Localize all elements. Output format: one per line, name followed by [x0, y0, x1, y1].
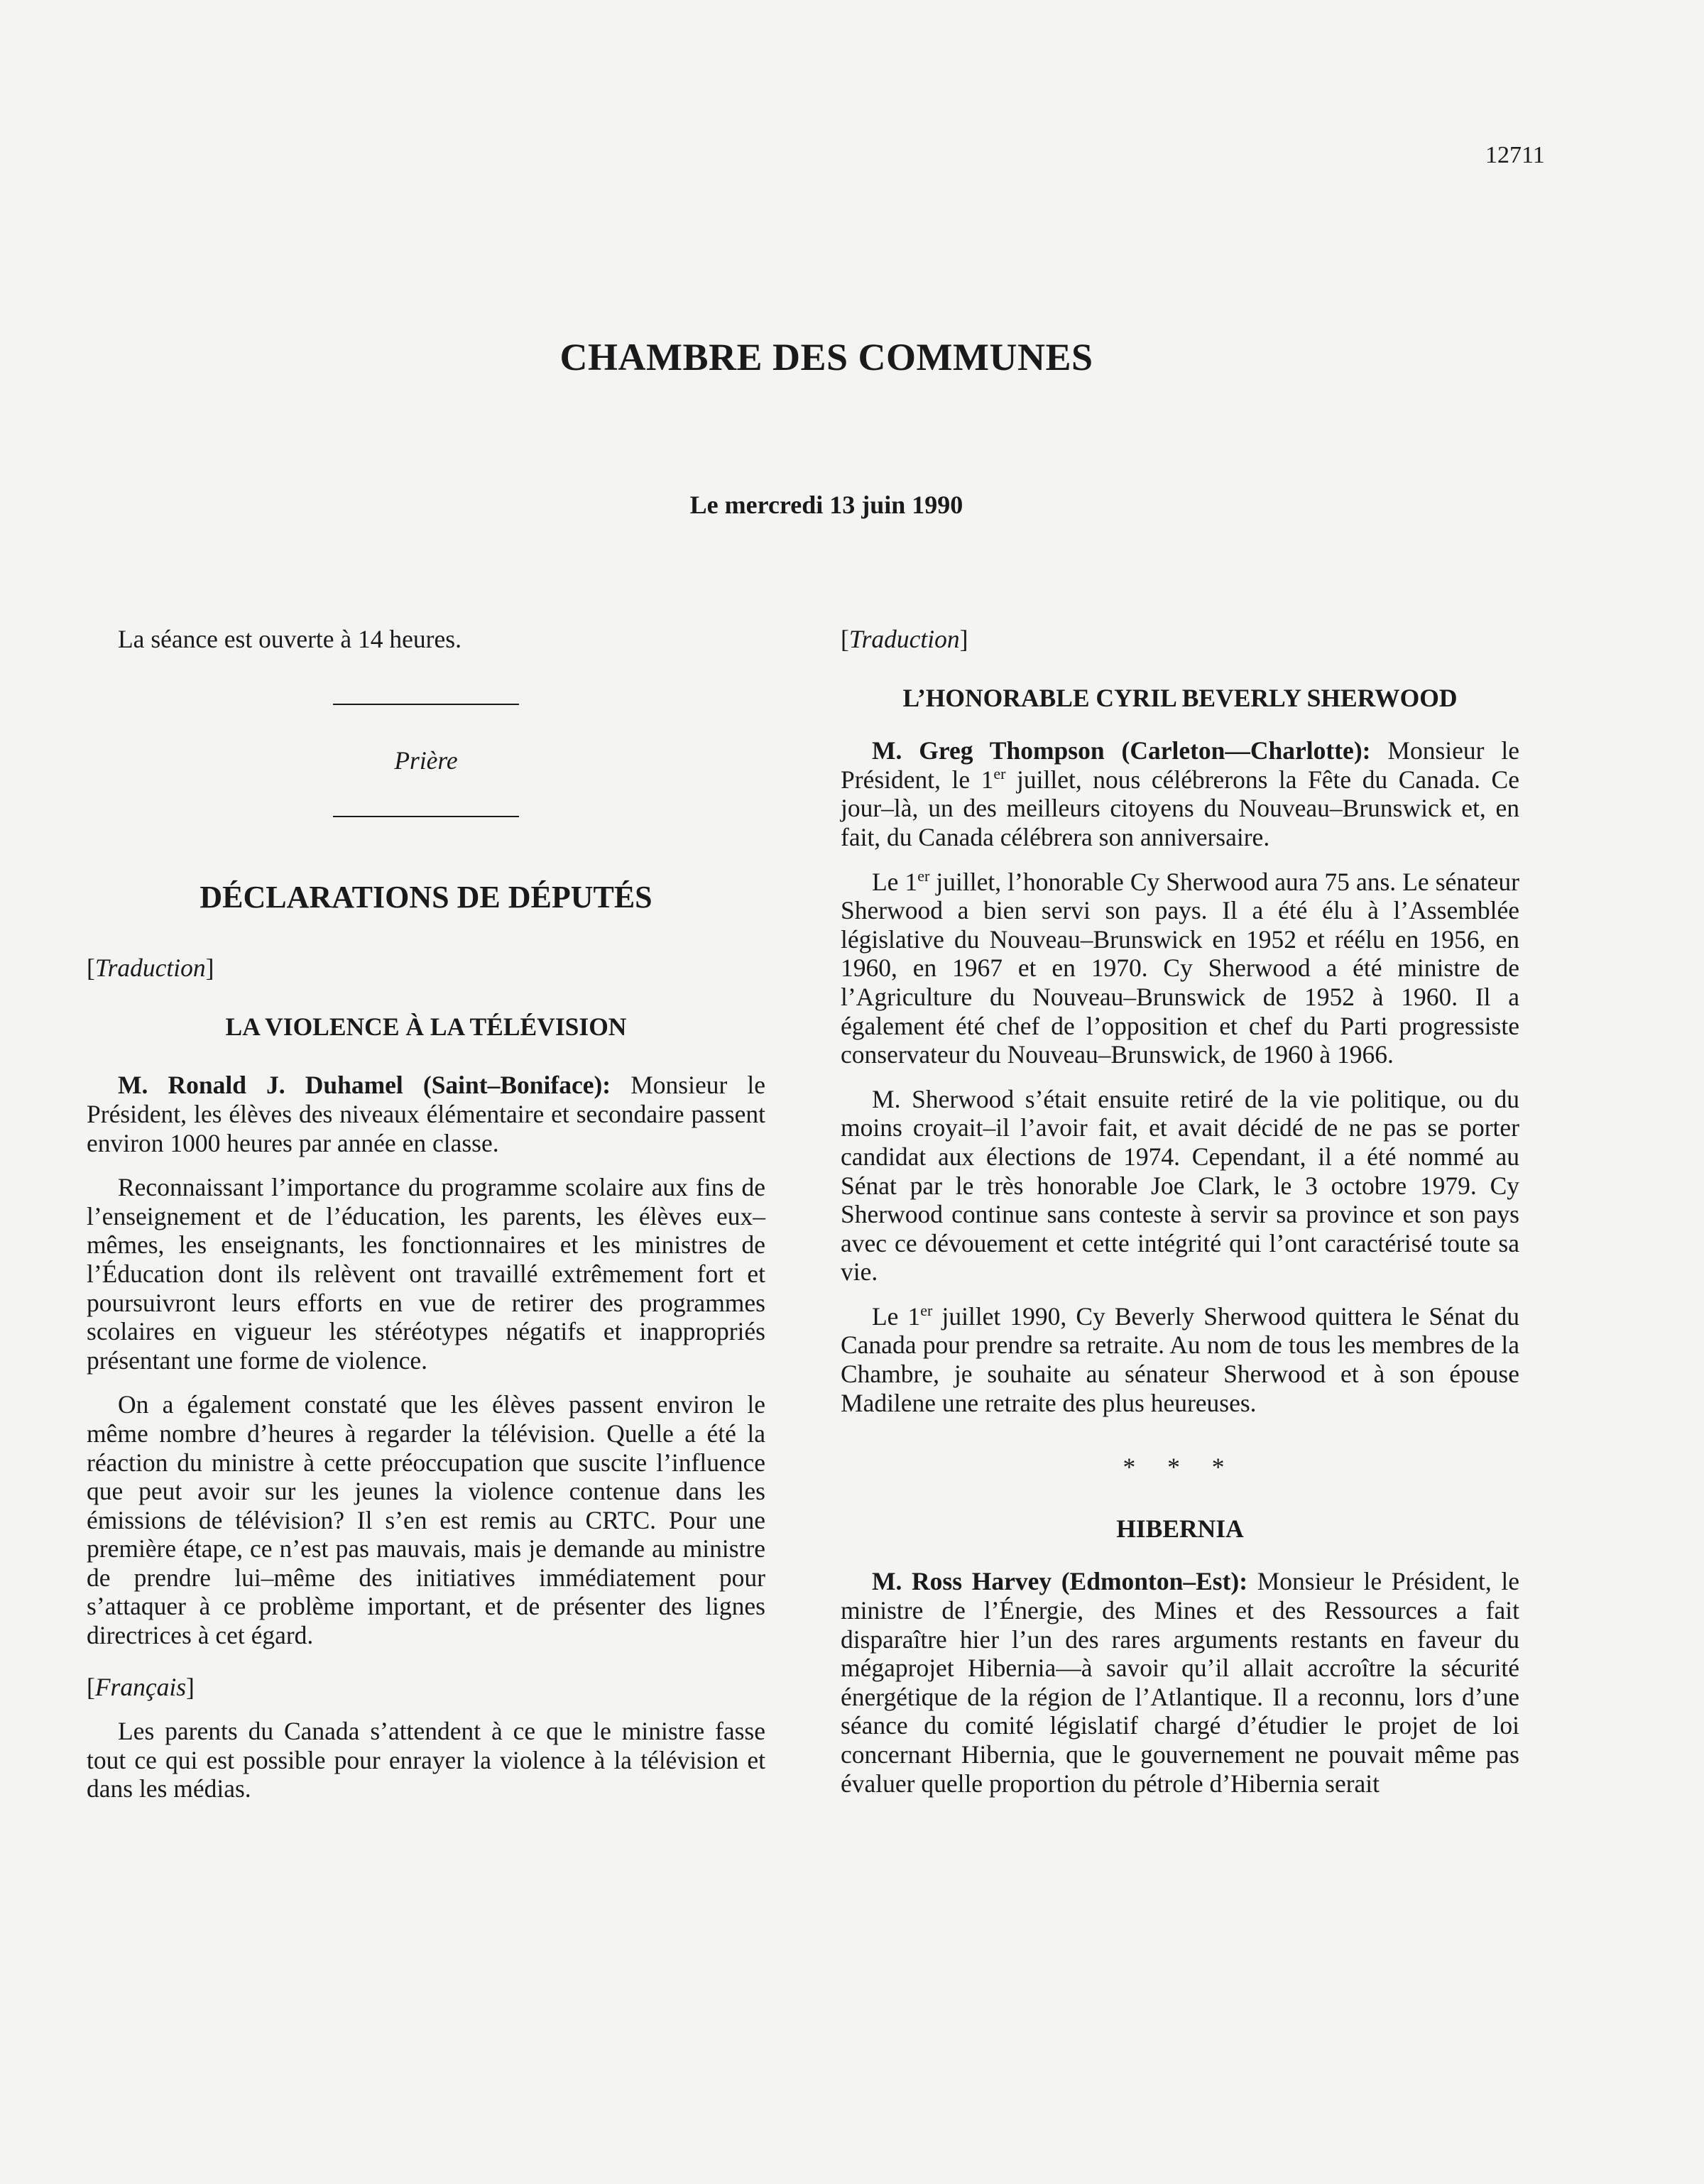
section-title: DÉCLARATIONS DE DÉPUTÉS [200, 880, 652, 915]
thompson-paragraph-1: M. Greg Thompson (Carleton—Charlotte): Monsieur le Président, le 1er juillet, nous célébrerons la Fête du Canada. Ce jour–là, un des meilleurs citoyens du Nouveau–Brunswick et, en fait, du Canada célébrera son anniversaire. [841, 736, 1519, 851]
translation-tag: [Traduction] [87, 954, 214, 983]
speaker-name: M. Greg Thompson (Carleton—Charlotte): [872, 736, 1371, 765]
sherwood-heading: L’HONORABLE CYRIL BEVERLY SHERWOOD [902, 683, 1458, 712]
harvey-paragraph-1: M. Ross Harvey (Edmonton–Est): Monsieur le Président, le ministre de l’Énergie, des Mines et des Ressources a fait disparaître hier l’un des rares arguments restants en faveur du mégaprojet Hibernia—à savoir qu’il allait accroître la sécurité énergétique de la région de l’Atlantique. Il a reconnu, lors d’une séance du comité législatif chargé d’étudier le projet de loi concernant Hibernia, que le gouvernement ne pouvait même pas évaluer quelle proportion du pétrole d’Hibernia serait [841, 1567, 1520, 1798]
thompson-paragraph-2: Le 1er juillet, l’honorable Cy Sherwood aura 75 ans. Le sénateur Sherwood a bien servi son pays. Il a été élu à l’Assemblée législative du Nouveau–Brunswick en 1952 et réélu en 1956, en 1960, en 1967 et en 1970. Cy Sherwood a été ministre de l’Agriculture du Nouveau–Brunswick de 1952 à 1960. Il a également été chef de l’opposition et chef du Parti progressiste conservateur du Nouveau–Brunswick, de 1960 à 1966. [841, 866, 1519, 1069]
left-column [87, 625, 765, 1803]
duhamel-paragraph-1: M. Ronald J. Duhamel (Saint–Boniface): Monsieur le Président, les élèves des niveaux élémentaire et secondaire passent environ 1000 heures par année en classe. [87, 1071, 765, 1157]
violence-heading: LA VIOLENCE À LA TÉLÉVISION [225, 1012, 627, 1041]
speaker-name: M. Ronald J. Duhamel (Saint–Boniface): [118, 1071, 611, 1100]
thompson-paragraph-3: M. Sherwood s’était ensuite retiré de la vie politique, ou du moins croyait–il l’avoir fait, et avait décidé de ne pas se porter candidat aux élections de 1974. Cependant, il a été nommé au Sénat par le très honorable Joe Clark, le 3 octobre 1979. Cy Sherwood continue sans conteste à servir sa province et son pays avec ce dévouement et cette intégrité qui l’ont caractérisé toute sa vie. [841, 1084, 1519, 1287]
sitting-date: Le mercredi 13 juin 1990 [689, 491, 963, 519]
divider-rule [333, 816, 519, 817]
document-title: CHAMBRE DES COMMUNES [559, 336, 1093, 378]
translation-tag: [Traduction] [841, 625, 968, 653]
divider-rule [333, 704, 519, 705]
duhamel-paragraph-4: Les parents du Canada s’attendent à ce que le ministre fasse tout ce qui est possible pour enrayer la violence à la télévision et dans les médias. [87, 1717, 765, 1803]
thompson-paragraph-4: Le 1er juillet 1990, Cy Beverly Sherwood quittera le Sénat du Canada pour prendre sa retraite. Au nom de tous les membres de la Chambre, je souhaite au sénateur Sherwood et à son épouse Madilene une retraite des plus heureuses. [841, 1301, 1519, 1417]
prayer-label [87, 746, 765, 775]
french-tag: [Français] [87, 1672, 195, 1701]
right-column [841, 625, 1519, 1798]
section-separator: * * * [1123, 1453, 1238, 1482]
speaker-name: M. Ross Harvey (Edmonton–Est): [872, 1567, 1248, 1596]
page-number: 12711 [1485, 142, 1545, 168]
prayer-text: Prière [394, 746, 458, 775]
opening-line: La séance est ouverte à 14 heures. [118, 625, 462, 653]
hibernia-heading: HIBERNIA [1116, 1514, 1244, 1543]
duhamel-paragraph-3: On a également constaté que les élèves passent environ le même nombre d’heures à regarder la télévision. Quelle a été la réaction du ministre à cette préoccupation que suscite l’influence que peut avoir sur les jeunes la violence contenue dans les émissions de télévision? Il s’en est remis au CRTC. Pour une première étape, ce n’est pas mauvais, mais je demande au ministre de prendre lui–même des initiatives immédiatement pour s’attaquer à ce problème important, et de présenter des lignes directrices à cet égard. [87, 1390, 765, 1650]
duhamel-paragraph-2: Reconnaissant l’importance du programme scolaire aux fins de l’enseignement et de l’éducation, les parents, les élèves eux–mêmes, les enseignants, les fonctionnaires et les ministres de l’Éducation dont ils relèvent ont travaillé extrêmement fort et poursuivront leurs efforts en vue de retirer des programmes scolaires en vigueur les stéréotypes négatifs et inappropriés présentant une forme de violence. [87, 1173, 765, 1375]
